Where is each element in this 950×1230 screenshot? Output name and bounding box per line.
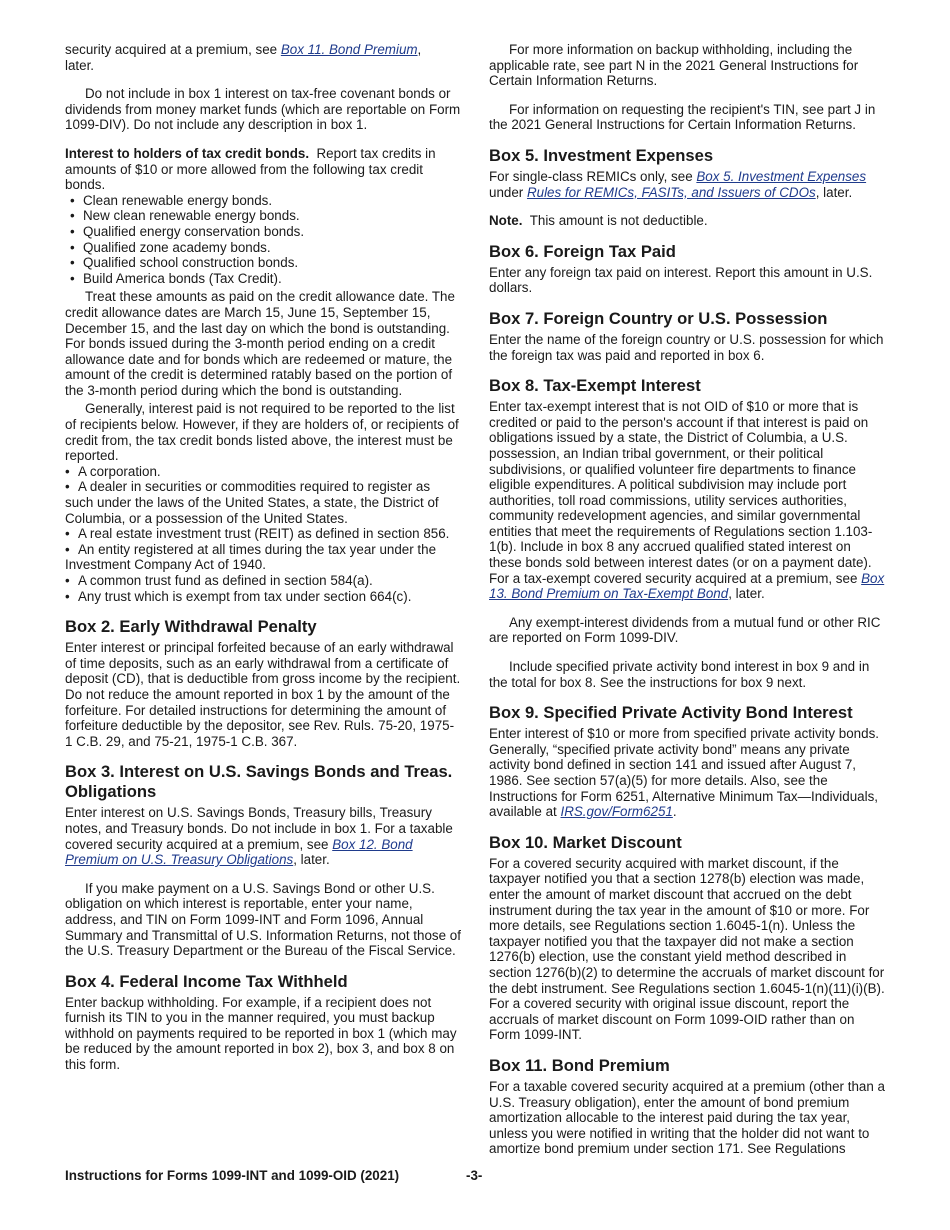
list-item: • A real estate investment trust (REIT) as defined in section 856. xyxy=(65,526,450,542)
paragraph-box-8 xyxy=(489,399,885,602)
text: , later. xyxy=(815,184,853,200)
paragraph-box1-exclusions: Do not include in box 1 interest on tax-free covenant bonds or dividends from money market funds (which are reportable on Form 1099-DIV). Do not include any description in box 1. xyxy=(65,86,461,133)
text: Enter interest of $10 or more from specified private activity bonds. Generally, “specified private activity bond” means any private activity bond defined in section 141 and issued after August 7, 1986. See section 57(a)(5) for more details. Also, see the Instructions for Form 6251, Alternative Minimum Tax—Individuals, available at xyxy=(489,726,879,820)
bullet-icon: • xyxy=(70,223,75,239)
heading-box-9: Box 9. Specified Private Activity Bond Interest xyxy=(489,703,853,723)
heading-box-7: Box 7. Foreign Country or U.S. Possession xyxy=(489,308,828,328)
right-column xyxy=(489,42,885,1157)
paragraph-credit-allowance: Treat these amounts as paid on the credit allowance date. The credit allowance dates are March 15, June 15, September 15, December 15, and the last day on which the bond is outstanding. For bonds issued during the 3-month period ending on a credit allowance date and for bonds which are redeemed or mature, the amount of the credit is determined ratably based on the portion of the 3-month period during which the bond is outstanding. xyxy=(65,289,455,398)
paragraph-box-8-ric: Any exempt-interest dividends from a mutual fund or other RIC are reported on Form 1099-DIV. xyxy=(489,614,881,646)
heading-box-5: Box 5. Investment Expenses xyxy=(489,145,714,165)
paragraph-box-11: For a taxable covered security acquired at a premium (other than a U.S. Treasury obligation), enter the amount of bond premium amortization allocable to the interest paid during the tax year, unless you were notified in writing that the holder did not want to amortize bond premium under section 171. See Regulations xyxy=(489,1078,885,1157)
list-item: • Build America bonds (Tax Credit). xyxy=(70,270,282,286)
link-box-11-bond-premium[interactable]: Box 11. Bond Premium xyxy=(280,42,418,57)
list-item: • Clean renewable energy bonds. xyxy=(70,192,273,208)
bullet-icon: • xyxy=(65,588,70,604)
paragraph-box-7: Enter the name of the foreign country or U.S. possession for which the foreign tax was paid and reported in box 6. xyxy=(489,331,884,363)
link-irs-form-6251[interactable]: IRS.gov/Form6251 xyxy=(560,804,673,820)
text: under xyxy=(489,184,527,200)
list-item: • A corporation. xyxy=(65,463,161,479)
paragraph-box-3 xyxy=(65,805,461,867)
note-box-5 xyxy=(489,213,885,229)
heading-box-3: Box 3. Interest on U.S. Savings Bonds and Treas. Obligations xyxy=(65,762,453,802)
bond-list xyxy=(65,193,461,287)
paragraph-requesting-tin: For information on requesting the recipient's TIN, see part J in the 2021 General Instructions for Certain Information Returns. xyxy=(489,101,876,133)
list-item: • A common trust fund as defined in section 584(a). xyxy=(65,573,373,588)
link-box-13-bond-premium-tax-exempt[interactable]: Box 13. Bond Premium on Tax-Exempt Bond xyxy=(489,570,885,602)
bullet-icon: • xyxy=(65,463,70,479)
left-column xyxy=(65,42,461,1073)
text: This amount is not deductible. xyxy=(529,213,708,229)
paragraph-backup-withholding: For more information on backup withholding, including the applicable rate, see part N in the 2021 General Instructions for Certain Information Returns. xyxy=(489,42,859,89)
paragraph-tax-credit-bonds xyxy=(65,146,461,193)
bullet-icon: • xyxy=(70,192,75,208)
page-number: -3- xyxy=(466,1168,483,1183)
paragraph-box-6: Enter any foreign tax paid on interest. Report this amount in U.S. dollars. xyxy=(489,264,873,296)
heading-box-10: Box 10. Market Discount xyxy=(489,832,682,852)
text: security acquired at a premium, see xyxy=(65,42,281,57)
lead-tax-credit-bonds: Interest to holders of tax credit bonds. xyxy=(65,145,310,161)
bullet-icon: • xyxy=(65,479,70,495)
recipient-list xyxy=(65,464,461,604)
continued-paragraph-end: later. xyxy=(65,57,95,73)
paragraph-box-3-savings-bond: If you make payment on a U.S. Savings Bond or other U.S. obligation on which interest is reportable, enter your name, address, and TIN on Form 1099-INT and Form 1096, Annual Summary and Transmittal of U.S. Information Returns, not those of the U.S. Treasury Department or the Bureau of the Fiscal Service. xyxy=(65,880,461,959)
bullet-icon: • xyxy=(70,255,75,271)
paragraph-box-5 xyxy=(489,169,885,200)
bullet-icon: • xyxy=(65,541,70,557)
bullet-icon: • xyxy=(70,208,75,224)
text: , later. xyxy=(293,852,330,868)
list-item: • Any trust which is exempt from tax under section 664(c). xyxy=(65,588,412,604)
heading-box-11: Box 11. Bond Premium xyxy=(489,1055,670,1075)
text: , xyxy=(417,42,422,57)
bullet-icon: • xyxy=(70,239,75,255)
text: For single-class REMICs only, see xyxy=(489,168,697,184)
list-item: • An entity registered at all times during the tax year under the Investment Company Act of 1940. xyxy=(65,541,437,573)
list-item: • Qualified energy conservation bonds. xyxy=(70,223,305,239)
heading-box-2: Box 2. Early Withdrawal Penalty xyxy=(65,617,317,637)
paragraph-box-4: Enter backup withholding. For example, if a recipient does not furnish its TIN to you in the manner required, you must backup withhold on payments required to be reported in box 1 (which may be reduced by the amount reported in box 2), box 3, and box 8 on this form. xyxy=(65,994,457,1073)
list-item: • New clean renewable energy bonds. xyxy=(70,208,300,224)
list-item: • A dealer in securities or commodities required to register as such under the laws of the United States, a state, the District of Columbia, or a possession of the United States. xyxy=(65,479,439,526)
list-item: • Qualified school construction bonds. xyxy=(70,255,299,271)
heading-box-4: Box 4. Federal Income Tax Withheld xyxy=(65,971,348,991)
link-box-5-investment-expenses[interactable]: Box 5. Investment Expenses xyxy=(696,168,867,184)
text: , later. xyxy=(728,586,765,602)
link-box-12-bond-premium-treasury[interactable]: Box 12. Bond Premium on U.S. Treasury Obligations xyxy=(65,836,413,868)
text: Report tax credits in amounts of $10 or more allowed from the following tax credit bonds. xyxy=(65,145,436,193)
heading-box-6: Box 6. Foreign Tax Paid xyxy=(489,241,676,261)
paragraph-box-8-private-activity: Include specified private activity bond interest in box 9 and in the total for box 8. See the instructions for box 9 next. xyxy=(489,659,870,690)
link-rules-for-remics[interactable]: Rules for REMICs, FASITs, and Issuers of CDOs xyxy=(526,184,816,200)
paragraph-box-9 xyxy=(489,726,885,820)
list-item: • Qualified zone academy bonds. xyxy=(70,239,271,255)
text: Enter interest on U.S. Savings Bonds, Treasury bills, Treasury notes, and Treasury bonds. Do not include in box 1. For a taxable covered security acquired at a premium, see xyxy=(65,805,453,852)
paragraph-box-10: For a covered security acquired with market discount, if the taxpayer notified you that a section 1278(b) election was made, enter the amount of market discount that accrued on the debt instrument during the tax year in the amount of $10 or more. For more details, see Regulations section 1.6045-1(n). Unless the taxpayer notified you that the taxpayer did not make a section 1276(b) election, use the constant yield method described in section 1276(b)(2) to determine the accruals of market discount for the debt instrument. See Regulations section 1.6045-1(n)(11)(i)(B). For a covered security with original issue discount, report the accruals of market discount on Form 1099-OID rather than on Form 1099-INT. xyxy=(489,855,885,1043)
bullet-icon: • xyxy=(70,270,75,286)
footer-title: Instructions for Forms 1099-INT and 1099-OID (2021) xyxy=(65,1168,400,1183)
note-lead: Note. xyxy=(489,213,523,229)
text: Enter tax-exempt interest that is not OID of $10 or more that is credited or paid to the person's account if that interest is paid on obligations issued by a state, the District of Columbia, a U.S. possession, an Indian tribal government, or their political subdivisions, or qualified volunteer fire departments to finance eligible expenditures. A political subdivision may include port authorities, toll road commissions, utility services authorities, community redevelopment agencies, and similar governmental entities that meet the requirements of Regulations section 1.103-1(b). Include in box 8 any accrued qualified stated interest on these bonds sold between interest dates (or on a payment date). For a tax-exempt covered security acquired at a premium, see xyxy=(489,399,873,586)
heading-box-8: Box 8. Tax-Exempt Interest xyxy=(489,376,701,396)
paragraph-recipients-intro: Generally, interest paid is not required to be reported to the list of recipients below. However, if they are holders of, or recipients of credit from, the tax credit bonds listed above, the interest must be reported. xyxy=(65,401,459,464)
text: . xyxy=(672,804,677,820)
paragraph-box-2: Enter interest or principal forfeited because of an early withdrawal of time deposits, such as an early withdrawal from a certificate of deposit (CD), that is deductible from gross income by the recipient. Do not reduce the amount reported in box 1 by the amount of the forfeiture. For detailed instructions for determining the amount of forfeiture deductible by the depositor, see Rev. Ruls. 75-20, 1975-1 C.B. 29, and 75-21, 1975-1 C.B. 367. xyxy=(65,640,461,749)
bullet-icon: • xyxy=(65,526,70,542)
continued-paragraph xyxy=(65,42,461,58)
bullet-icon: • xyxy=(65,573,70,588)
